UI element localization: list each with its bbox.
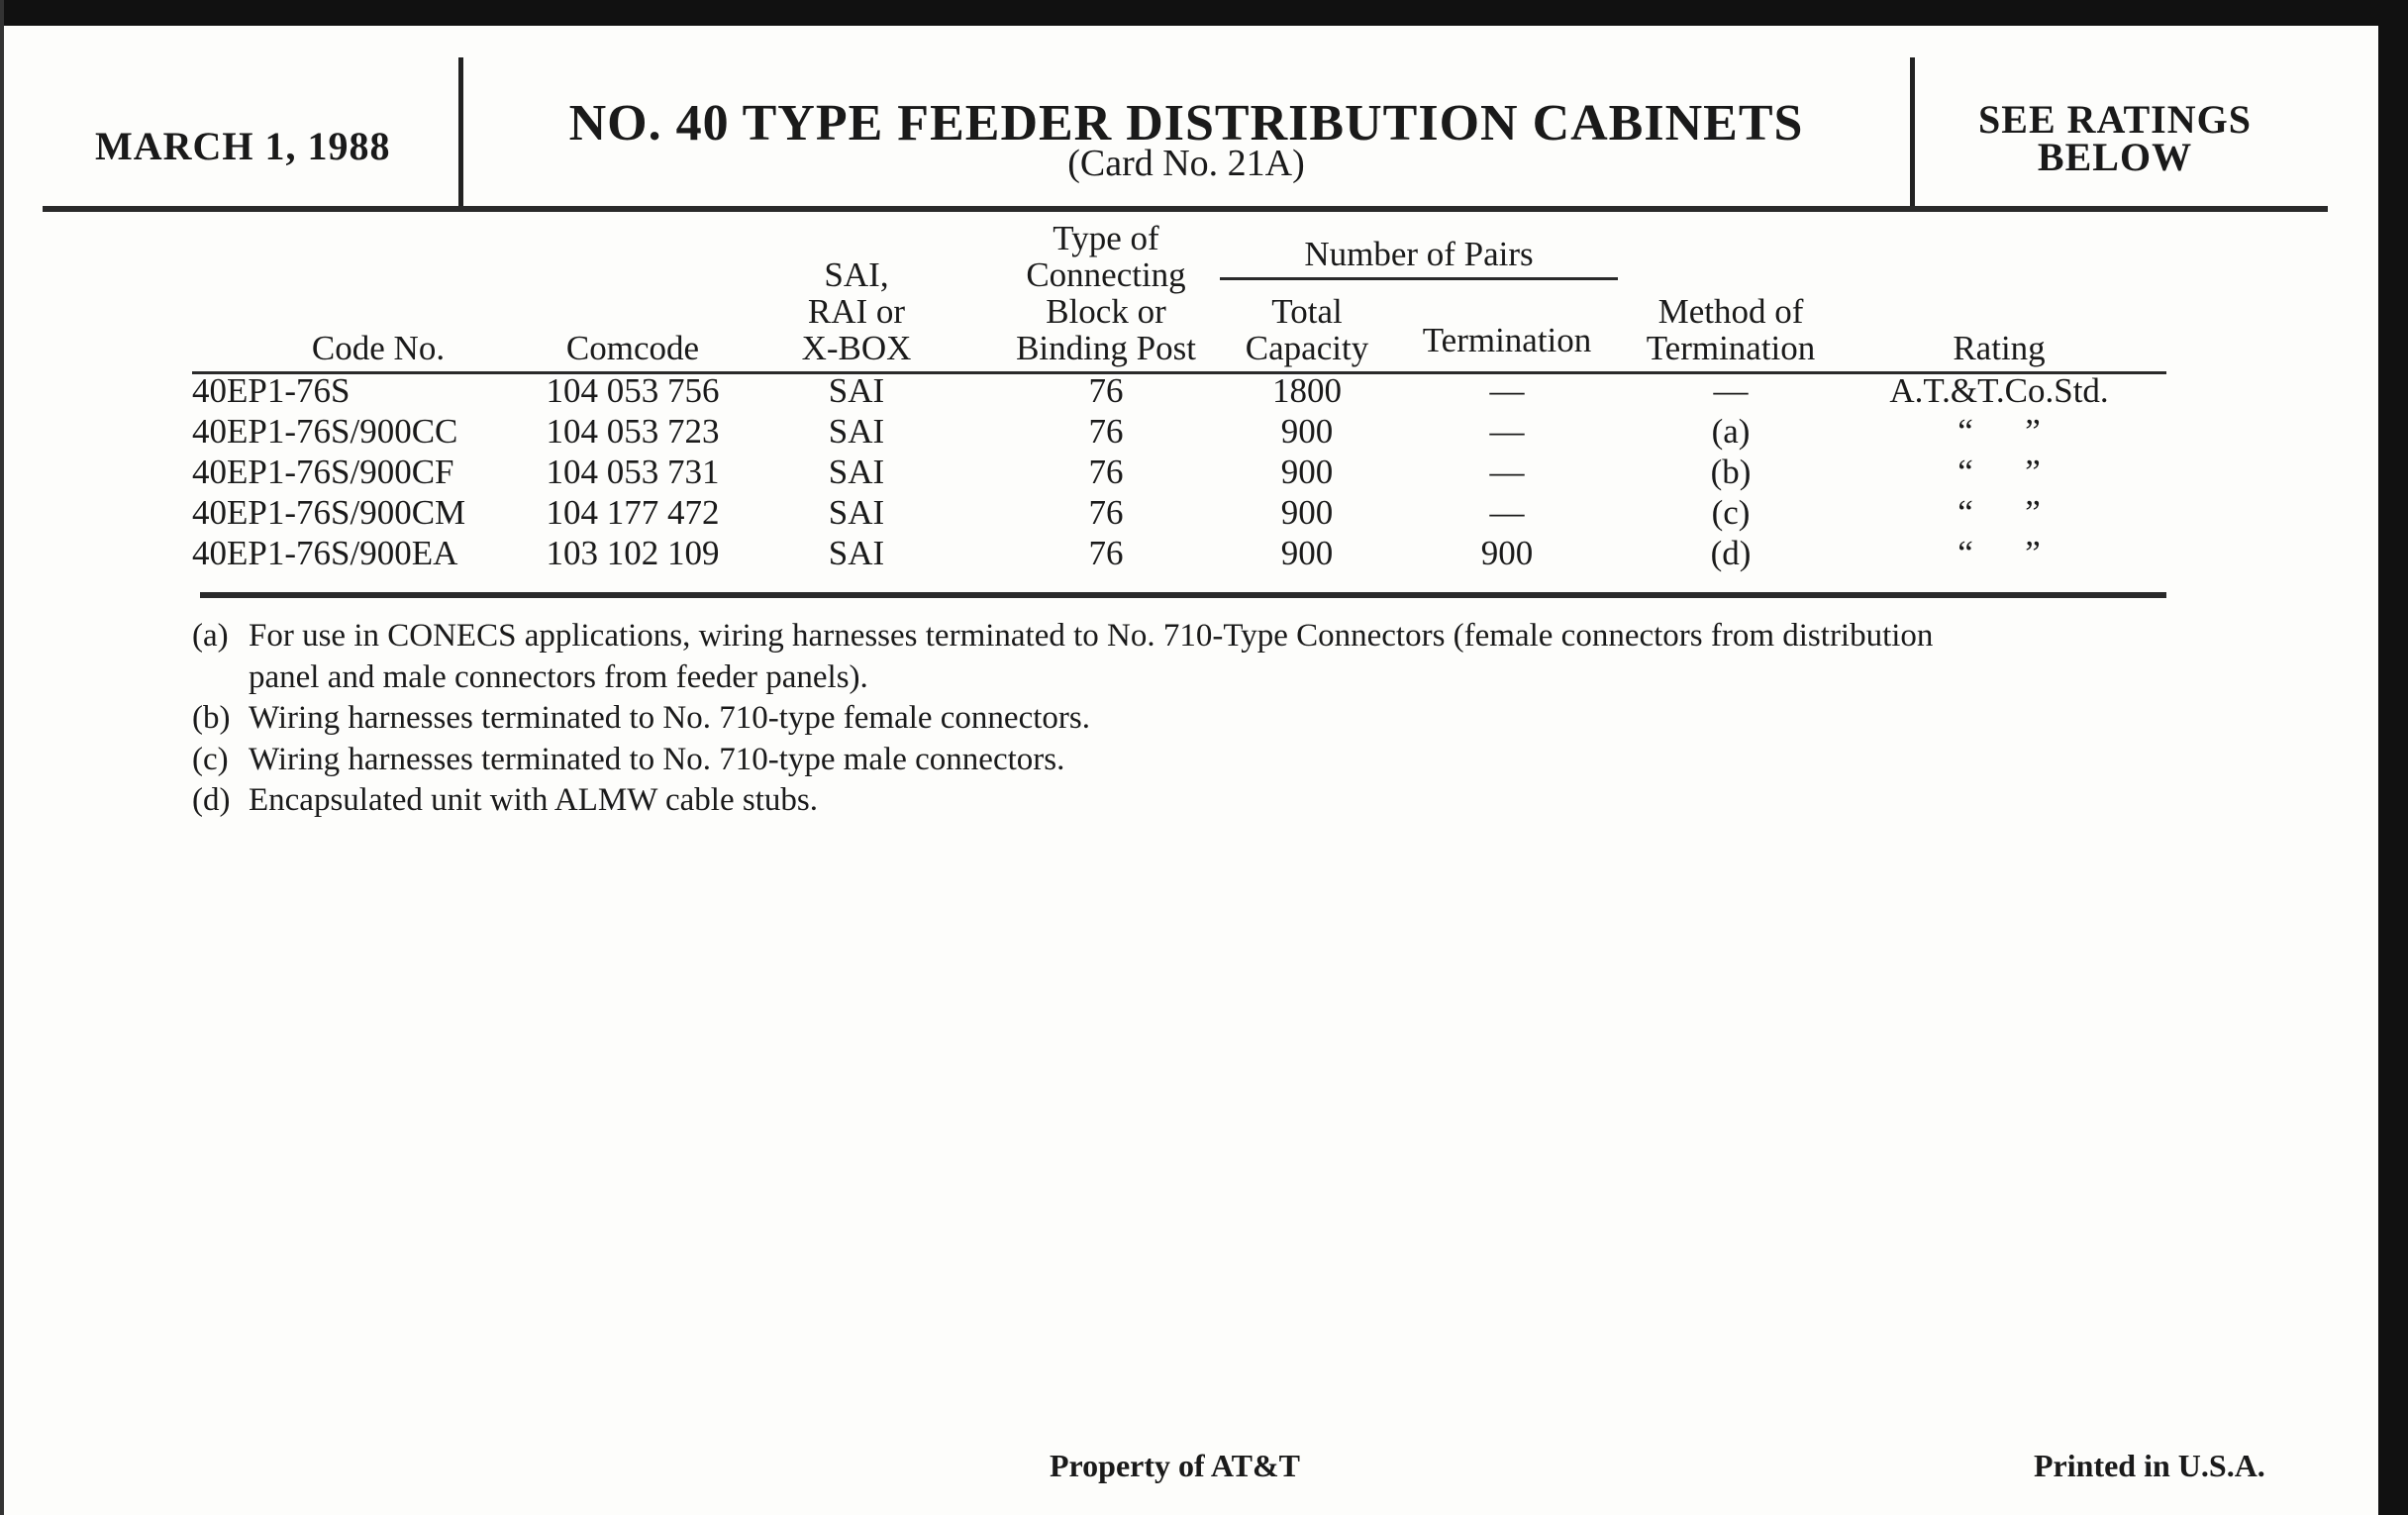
cell-type: 76 [1088,453,1124,491]
cell-method: — [1713,371,1749,410]
column-group-header: Number of Pairs [1304,235,1534,273]
cell-code: 40EP1-76S/900CM [192,493,466,532]
note-label: (b) [192,700,231,736]
cell-rating: “ ” [1957,412,2041,451]
cell-sai: SAI [828,493,885,532]
cell-total: 900 [1280,534,1334,572]
column-header-type: Type of [1053,219,1159,257]
column-header-total: Total [1271,292,1343,331]
scan-border-top [0,0,2408,26]
property-label: Property of AT&T [1050,1448,1300,1483]
group-header-rule [1220,277,1618,280]
cell-total: 900 [1280,493,1334,532]
cell-total: 900 [1280,453,1334,491]
note-text: panel and male connectors from feeder panels). [249,658,868,695]
cell-method: (a) [1711,412,1751,451]
column-header-code: Code No. [311,329,446,367]
note-text: Encapsulated unit with ALMW cable stubs. [249,782,818,818]
ratings-note-line: BELOW [2037,135,2193,179]
table-bottom-rule [200,592,2166,598]
scan-border-left [0,0,4,1515]
cell-type: 76 [1088,412,1124,451]
column-header-sai: SAI, [824,255,889,294]
cell-type: 76 [1088,371,1124,410]
date: MARCH 1, 1988 [95,124,391,168]
cell-total: 1800 [1272,371,1342,410]
header-rule [43,206,2328,212]
column-header-type: Binding Post [1016,329,1196,367]
column-header-type: Connecting [1026,255,1186,294]
cell-termination: — [1489,493,1525,532]
note-text: Wiring harnesses terminated to No. 710-type male connectors. [249,741,1065,777]
card-number: (Card No. 21A) [1067,143,1305,184]
printed-label: Printed in U.S.A. [2034,1448,2265,1483]
note-label: (a) [192,618,229,654]
cell-method: (b) [1710,453,1752,491]
cell-code: 40EP1-76S/900CC [192,412,458,451]
scan-border-right [2378,0,2408,1515]
cell-rating: “ ” [1957,453,2041,491]
note-label: (c) [192,741,229,777]
cell-sai: SAI [828,534,885,572]
note-text: Wiring harnesses terminated to No. 710-type female connectors. [249,700,1090,736]
column-header-method: Termination [1646,329,1816,367]
cell-comcode: 104 053 731 [546,453,720,491]
cell-type: 76 [1088,534,1124,572]
cell-rating: “ ” [1957,493,2041,532]
ratings-note [1917,97,2313,179]
cell-comcode: 104 177 472 [546,493,720,532]
cell-comcode: 104 053 723 [546,412,720,451]
table-header-rule [192,371,2166,374]
column-header-method: Method of [1657,292,1804,331]
cell-method: (c) [1711,493,1751,532]
cell-termination: — [1489,412,1525,451]
cell-comcode: 103 102 109 [546,534,720,572]
cell-sai: SAI [828,371,885,410]
column-header-sai: RAI or [807,292,906,331]
cell-termination: — [1489,453,1525,491]
note-text: For use in CONECS applications, wiring harnesses terminated to No. 710-Type Connectors (female connectors from distribution [249,618,1934,654]
column-header-sai: X-BOX [801,329,912,367]
cell-sai: SAI [828,412,885,451]
cell-rating: A.T.&T.Co.Std. [1889,371,2109,410]
page-title: NO. 40 TYPE FEEDER DISTRIBUTION CABINETS [568,95,1804,152]
column-header-termination: Termination [1422,321,1592,359]
cell-total: 900 [1280,412,1334,451]
column-header-comcode: Comcode [565,329,700,367]
column-header-type: Block or [1046,292,1166,331]
cell-type: 76 [1088,493,1124,532]
cell-rating: “ ” [1957,534,2041,572]
cell-method: (d) [1710,534,1752,572]
cell-comcode: 104 053 756 [546,371,720,410]
cell-code: 40EP1-76S/900EA [192,534,458,572]
cell-code: 40EP1-76S/900CF [192,453,454,491]
cell-termination: 900 [1480,534,1534,572]
cell-termination: — [1489,371,1525,410]
note-label: (d) [192,782,231,818]
column-header-rating: Rating [1953,329,2046,367]
cell-sai: SAI [828,453,885,491]
cell-code: 40EP1-76S [192,371,351,410]
ratings-note-line: SEE RATINGS [1978,97,2252,142]
column-header-total: Capacity [1245,329,1369,367]
header-divider-right [1910,57,1915,208]
